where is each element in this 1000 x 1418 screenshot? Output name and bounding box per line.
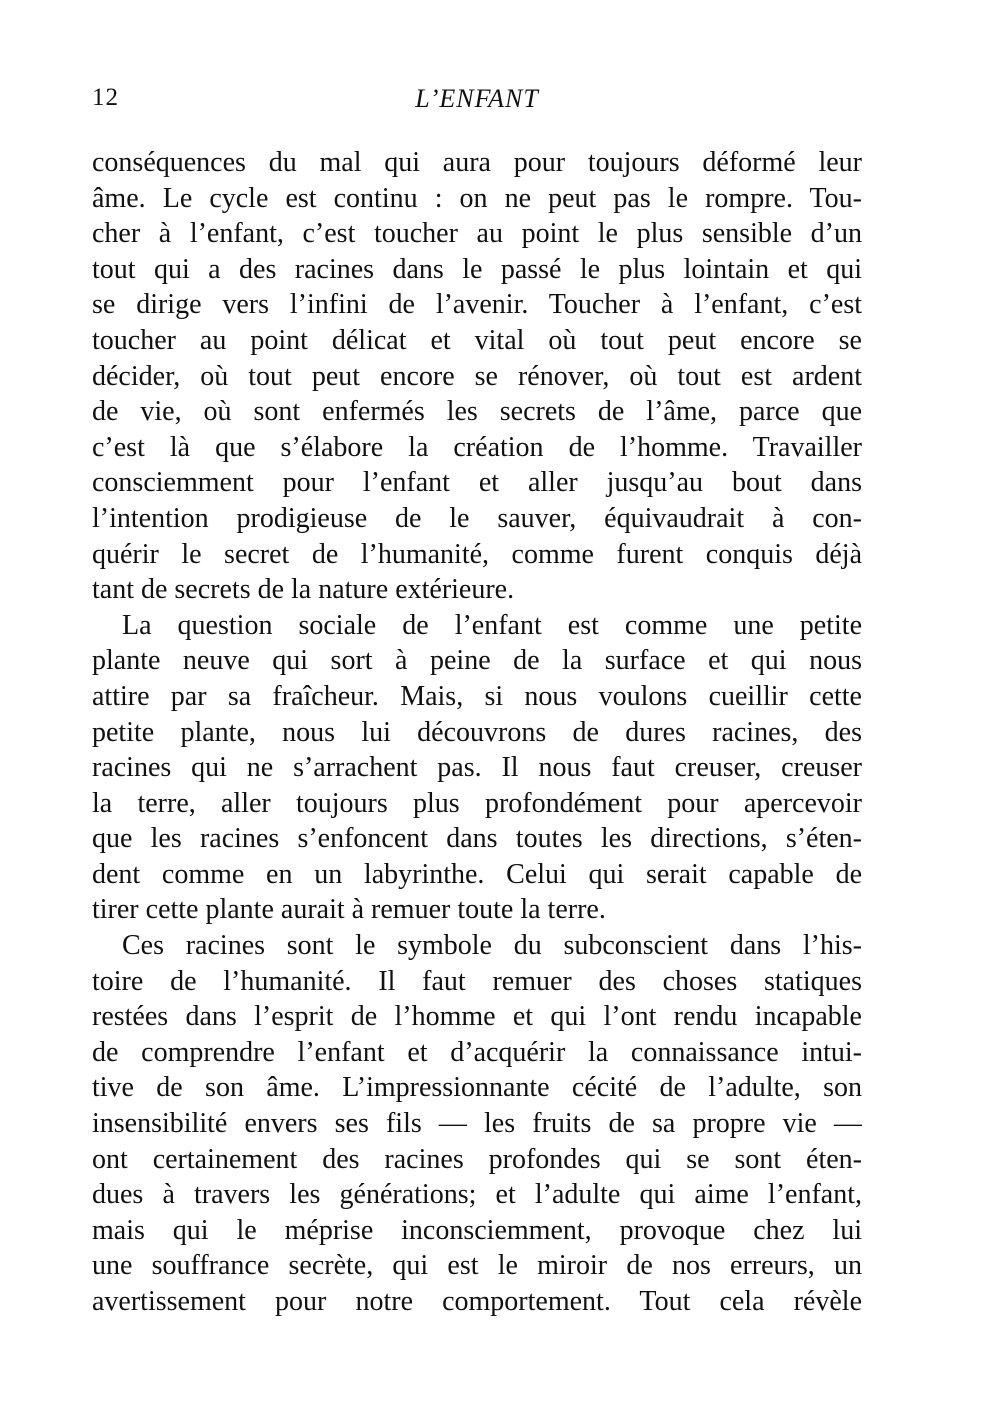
page-number: 12 [92, 84, 119, 111]
text-line: l’intention prodigieuse de le sauver, équivaudrait à con- [92, 502, 862, 534]
text-line: avertissement pour notre comportement. Tout cela révèle [92, 1286, 862, 1317]
text-line: attire par sa fraîcheur. Mais, si nous voulons cueillir cette [92, 680, 862, 712]
text-line: tirer cette plante aurait à remuer toute la terre. [92, 894, 606, 926]
text-line: tout qui a des racines dans le passé le plus lointain et qui [92, 253, 862, 285]
text-line: toire de l’humanité. Il faut remuer des choses statiques [92, 965, 862, 997]
text-line: dent comme en un labyrinthe. Celui qui serait capable de [92, 858, 862, 890]
text-line: une souffrance secrète, qui est le miroir de nos erreurs, un [92, 1250, 862, 1282]
text-line: petite plante, nous lui découvrons de dures racines, des [92, 716, 862, 748]
text-line: quérir le secret de l’humanité, comme furent conquis déjà [92, 538, 862, 570]
text-line: décider, où tout peut encore se rénover, où tout est ardent [92, 360, 862, 392]
text-line: insensibilité envers ses fils — les fruits de sa propre vie — [92, 1108, 862, 1140]
text-line: tant de secrets de la nature extérieure. [92, 574, 515, 606]
running-title: L’ENFANT [415, 84, 539, 113]
text-line: racines qui ne s’arrachent pas. Il nous faut creuser, creuser [92, 752, 862, 784]
text-line: cher à l’enfant, c’est toucher au point le plus sensible d’un [92, 218, 862, 250]
text-line: de comprendre l’enfant et d’acquérir la connaissance intui- [92, 1036, 862, 1068]
text-line: dues à travers les générations; et l’adulte qui aime l’enfant, [92, 1179, 862, 1211]
text-line: La question sociale de l’enfant est comme une petite [122, 609, 862, 641]
text-line: tive de son âme. L’impressionnante cécité de l’adulte, son [92, 1072, 862, 1104]
text-line: consciemment pour l’enfant et aller jusqu’au bout dans [92, 467, 862, 499]
page-header [92, 84, 862, 124]
text-line: plante neuve qui sort à peine de la surface et qui nous [92, 645, 862, 677]
text-line: de vie, où sont enfermés les secrets de l’âme, parce que [92, 396, 862, 428]
text-line: se dirige vers l’infini de l’avenir. Toucher à l’enfant, c’est [92, 289, 862, 321]
text-line: c’est là que s’élabore la création de l’homme. Travailler [92, 431, 862, 463]
text-line: restées dans l’esprit de l’homme et qui l’ont rendu incapable [92, 1001, 862, 1033]
text-line: mais qui le méprise inconsciemment, provoque chez lui [92, 1214, 862, 1246]
text-line: Ces racines sont le symbole du subconscient dans l’his- [122, 930, 862, 962]
text-line: ont certainement des racines profondes qui se sont éten- [92, 1143, 862, 1175]
text-line: conséquences du mal qui aura pour toujours déformé leur [92, 147, 862, 178]
text-line: âme. Le cycle est continu : on ne peut pas le rompre. Tou- [92, 182, 862, 214]
text-line: toucher au point délicat et vital où tout peut encore se [92, 324, 862, 356]
text-line: la terre, aller toujours plus profondément pour apercevoir [92, 787, 862, 819]
text-line: que les racines s’enfoncent dans toutes les directions, s’éten- [92, 823, 862, 855]
body-text [92, 145, 862, 1320]
